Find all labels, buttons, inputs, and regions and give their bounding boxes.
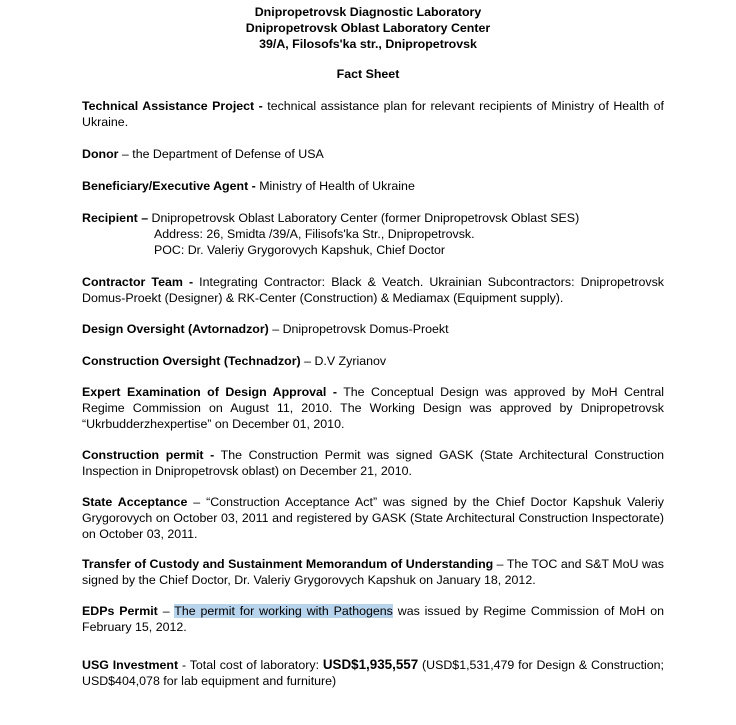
construction-permit-label: Construction permit -	[82, 448, 215, 462]
transfer-label: Transfer of Custody and Sustainment Memorandum of Understanding	[82, 557, 494, 571]
beneficiary-paragraph	[82, 178, 664, 194]
beneficiary-text: Ministry of Health of Ukraine	[255, 179, 415, 193]
beneficiary-label: Beneficiary/Executive Agent -	[82, 179, 256, 193]
recipient-poc: POC: Dr. Valeriy Grygorovych Kapshuk, Chief Doctor	[154, 243, 446, 257]
highlighted-text[interactable]: The permit for working with Pathogens	[174, 604, 393, 618]
state-acceptance-label: State Acceptance	[82, 495, 188, 509]
expert-examination-label: Expert Examination of Design Approval -	[82, 385, 337, 399]
donor-label: Donor	[82, 147, 119, 161]
donor-text: – the Department of Defense of USA	[118, 147, 324, 161]
page-title: Fact Sheet	[336, 67, 400, 81]
contractor-text: Integrating Contractor: Black & Veatch. Ukrainian Subcontractors: Dnipropetrovsk Domus-Proekt (Designer) & RK-Center (Construction) & Mediamax (Equipment supply).	[82, 275, 664, 305]
usg-investment-paragraph	[82, 657, 664, 689]
donor-paragraph	[82, 146, 664, 162]
expert-examination-text: The Conceptual Design was approved by MoH Central Regime Commission on August 11, 2010. The Working Design was approved by Dnipropetrovsk “Ukrbudderzhexpertise” on December 01, 2010.	[82, 385, 664, 431]
contractor-paragraph	[82, 274, 664, 306]
construction-permit-text: The Construction Permit was signed GASK (State Architectural Construction Inspection in Dnipropetrovsk oblast) on December 21, 2010.	[82, 448, 664, 478]
technical-assistance-paragraph	[82, 98, 664, 130]
edps-permit-paragraph	[82, 603, 664, 635]
state-acceptance-text: – “Construction Acceptance Act” was signed by the Chief Doctor Kapshuk Valeriy Grygorovych on October 03, 2011 and registered by GASK (State Architectural Construction Inspectorate) on October 03, 2011.	[82, 495, 665, 541]
center-name: Dnipropetrovsk Oblast Laboratory Center	[245, 21, 491, 35]
transfer-paragraph	[82, 556, 664, 588]
design-oversight-paragraph	[82, 321, 664, 337]
technical-assistance-text: technical assistance plan for relevant recipients of Ministry of Health of Ukraine.	[82, 99, 664, 129]
edps-permit-dash: –	[157, 604, 175, 618]
construction-oversight-label: Construction Oversight (Technadzor)	[82, 354, 301, 368]
construction-oversight-paragraph	[82, 353, 664, 369]
usg-investment-label: USG Investment	[82, 658, 179, 672]
usg-investment-amount: USD$1,935,557	[322, 657, 419, 672]
state-acceptance-paragraph	[82, 494, 664, 542]
expert-examination-paragraph	[82, 384, 664, 432]
usg-investment-breakdown: (USD$1,531,479 for Design & Construction; USD$404,078 for lab equipment and furniture)	[82, 658, 664, 688]
recipient-text: Dnipropetrovsk Oblast Laboratory Center (former Dnipropetrovsk Oblast SES)	[148, 211, 580, 225]
construction-permit-paragraph	[82, 447, 664, 479]
usg-investment-text: - Total cost of laboratory:	[178, 658, 323, 672]
edps-permit-label: EDPs Permit	[82, 604, 158, 618]
contractor-label: Contractor Team -	[82, 275, 194, 289]
construction-oversight-text: – D.V Zyrianov	[300, 354, 387, 368]
recipient-label: Recipient –	[82, 211, 149, 225]
transfer-text: – The TOC and S&T MoU was signed by the Chief Doctor, Dr. Valeriy Grygorovych Kapshuk on January 18, 2012.	[82, 557, 664, 587]
recipient-paragraph	[82, 210, 664, 226]
lab-address: 39/A, Filosofs'ka str., Dnipropetrovsk	[259, 37, 477, 51]
recipient-address: Address: 26, Smidta /39/A, Filisofs'ka Str., Dnipropetrovsk.	[154, 227, 475, 241]
technical-assistance-label: Technical Assistance Project -	[82, 99, 263, 113]
lab-name: Dnipropetrovsk Diagnostic Laboratory	[254, 5, 482, 19]
design-oversight-text: – Dnipropetrovsk Domus-Proekt	[268, 322, 449, 336]
design-oversight-label: Design Oversight (Avtornadzor)	[82, 322, 269, 336]
edps-permit-text: was issued by Regime Commission of MoH on February 15, 2012.	[82, 604, 664, 634]
